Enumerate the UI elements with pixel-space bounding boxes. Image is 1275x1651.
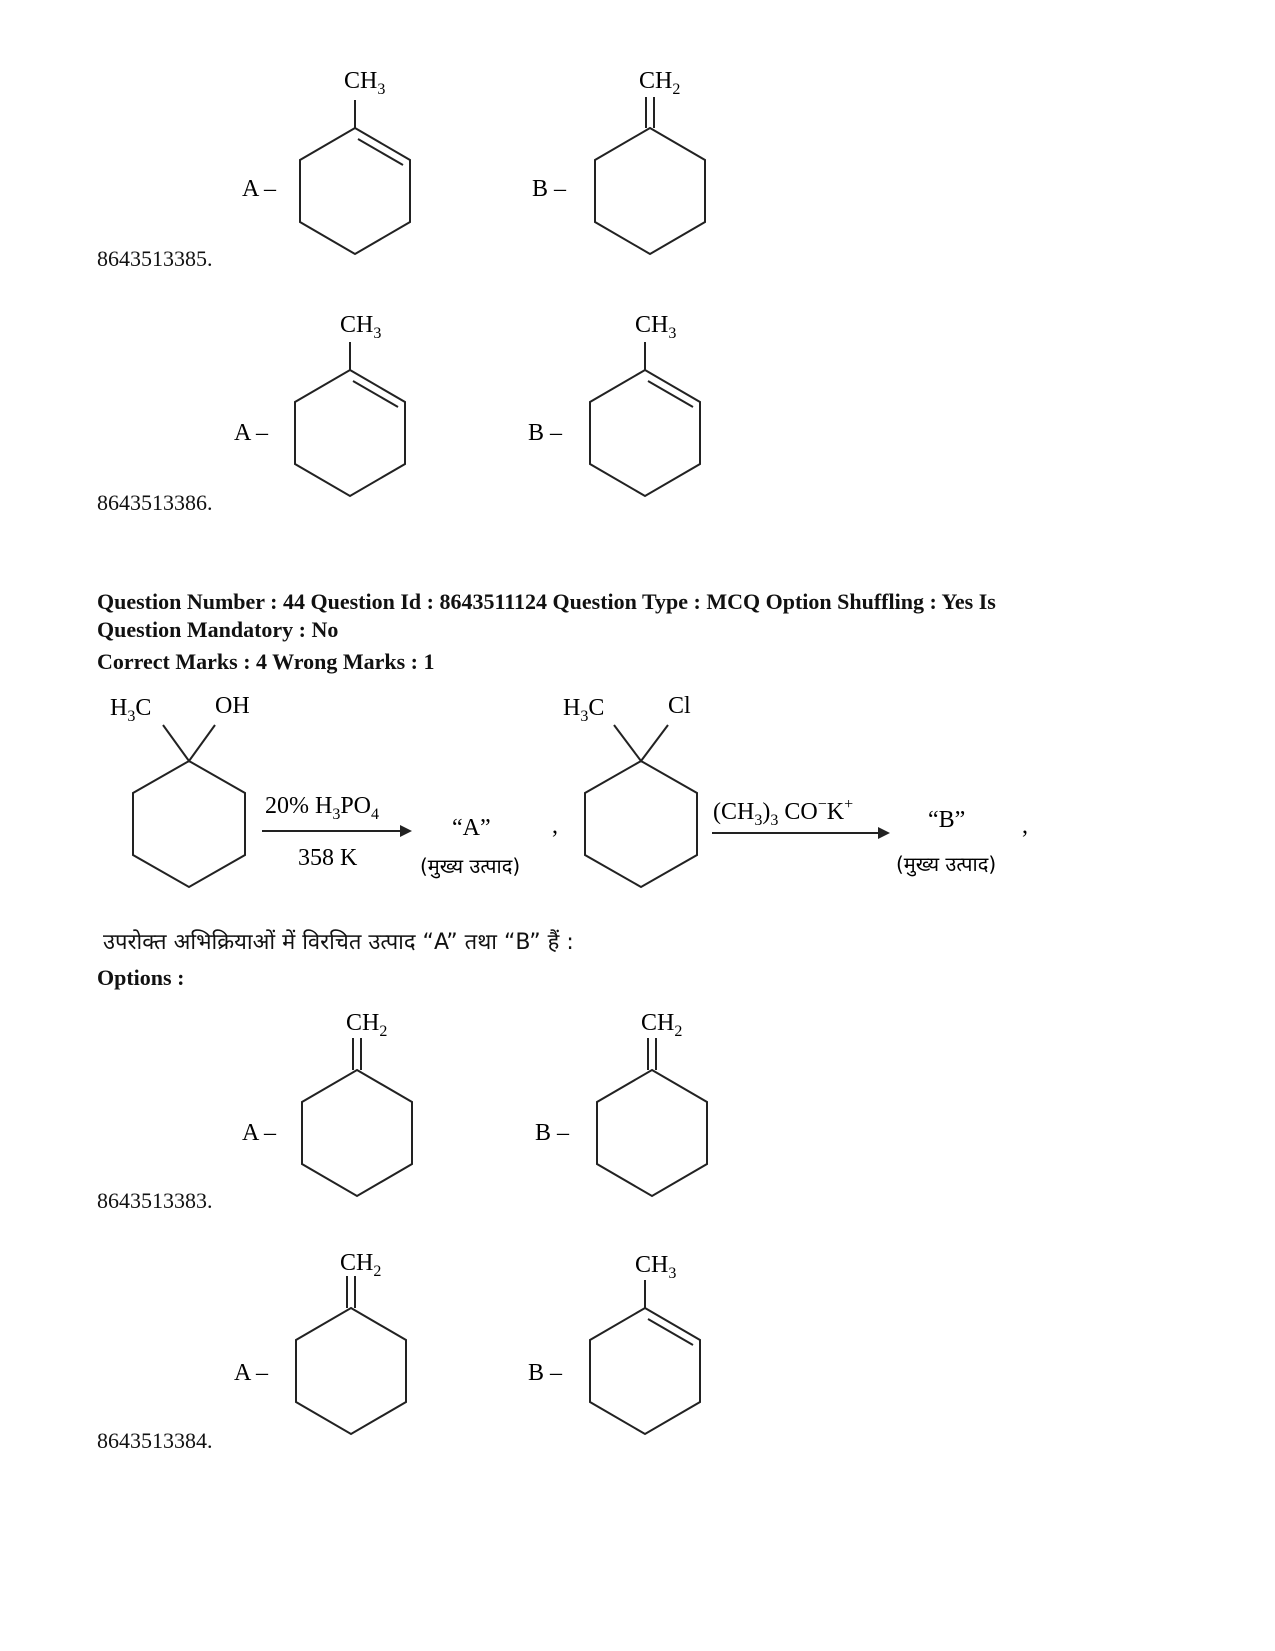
methyl-group-label: $H_3C$ bbox=[110, 695, 152, 725]
question-meta-line1: Question Number : 44 Question Id : 8643511124 Question Type : MCQ Option Shuffling : Yes Is bbox=[97, 589, 996, 614]
substituent-ch2: $CH_2$ bbox=[639, 68, 681, 98]
structure-label-b: B – bbox=[532, 176, 567, 202]
reagent-2: $(CH_3)_3$ CO−K+ bbox=[713, 796, 854, 829]
prev-option-2-structure-a bbox=[234, 312, 405, 496]
structure-label-b: B – bbox=[528, 1360, 563, 1386]
substituent-ch3: $CH_3$ bbox=[635, 1252, 677, 1282]
substituent-ch2: $CH_2$ bbox=[346, 1010, 388, 1040]
question-header bbox=[97, 588, 1197, 676]
structure-label-b: B – bbox=[535, 1120, 570, 1146]
option-2-structure-b bbox=[528, 1252, 700, 1434]
substituent-ch2: $CH_2$ bbox=[340, 1250, 382, 1280]
question-text: उपरोक्त अभिक्रियाओं में विरचित उत्पाद “A” तथा “B” हैं : bbox=[103, 930, 574, 955]
separator: , bbox=[1022, 813, 1028, 839]
prev-option-1-structure-b bbox=[532, 68, 705, 254]
methyl-group-label: $H_3C$ bbox=[563, 695, 605, 725]
structure-label-a: A – bbox=[242, 176, 277, 202]
question-marks: Correct Marks : 4 Wrong Marks : 1 bbox=[97, 649, 435, 674]
option-1-structure-a bbox=[242, 1010, 412, 1196]
substituent-ch3: $CH_3$ bbox=[340, 312, 382, 342]
substituent-ch2: $CH_2$ bbox=[641, 1010, 683, 1040]
structure-label-a: A – bbox=[234, 1360, 269, 1386]
option-1-structures bbox=[0, 1000, 1275, 1220]
prev-option-1-structure-a bbox=[242, 68, 410, 254]
chloro-group-label: Cl bbox=[668, 693, 691, 719]
option-id: 8643513383. bbox=[97, 1188, 213, 1213]
substituent-ch3: $CH_3$ bbox=[344, 68, 386, 98]
options-label: Options : bbox=[97, 965, 185, 990]
reaction-arrow-1 bbox=[262, 793, 412, 871]
reactant-2 bbox=[563, 693, 697, 887]
reagent-1: 20% $H_3PO_4$ bbox=[265, 793, 380, 823]
condition-1: 358 K bbox=[298, 845, 358, 871]
product-b-note: (मुख्य उत्पाद) bbox=[896, 852, 997, 876]
option-2-structures bbox=[0, 1240, 1275, 1450]
question-meta-line2: Question Mandatory : No bbox=[97, 617, 339, 642]
option-1-structure-b bbox=[535, 1010, 707, 1196]
product-a-note: (मुख्य उत्पाद) bbox=[420, 854, 521, 878]
product-b-label: “B” bbox=[928, 807, 966, 833]
substituent-ch3: $CH_3$ bbox=[635, 312, 677, 342]
option-id: 8643513386. bbox=[97, 490, 213, 515]
reaction-scheme bbox=[0, 685, 1275, 900]
structure-label-a: A – bbox=[242, 1120, 277, 1146]
option-id: 8643513384. bbox=[97, 1428, 213, 1453]
structure-label-b: B – bbox=[528, 420, 563, 446]
hydroxyl-group-label: OH bbox=[215, 693, 250, 719]
separator: , bbox=[552, 813, 558, 839]
option-2-structure-a bbox=[234, 1250, 406, 1434]
product-a-label: “A” bbox=[452, 815, 491, 841]
prev-option-2-structure-b bbox=[528, 312, 700, 496]
reactant-1 bbox=[110, 693, 250, 887]
structure-label-a: A – bbox=[234, 420, 269, 446]
option-id: 8643513385. bbox=[97, 246, 213, 271]
reaction-arrow-2 bbox=[712, 796, 890, 839]
